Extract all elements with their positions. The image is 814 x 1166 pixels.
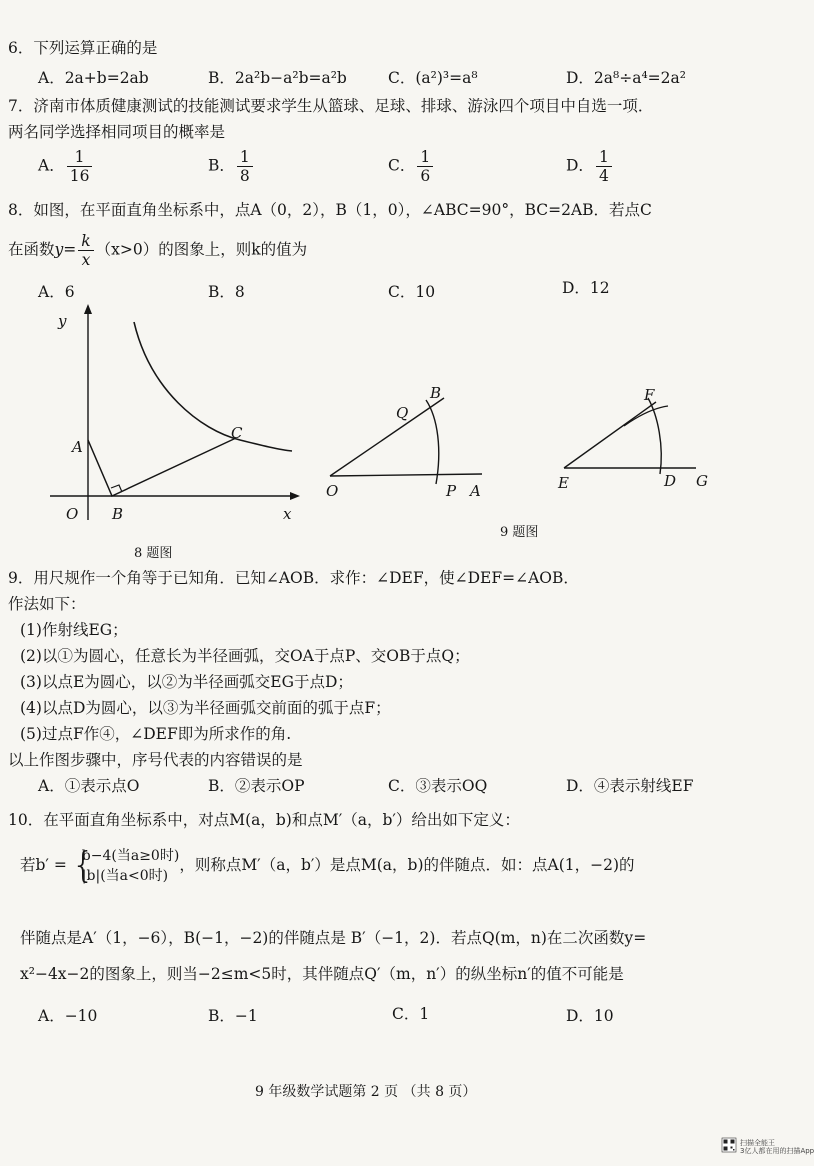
- fig8-right-angle-mark: [111, 485, 122, 492]
- scanner-watermark-name: 扫描全能王: [740, 1139, 775, 1147]
- scanner-watermark: [740, 1139, 814, 1155]
- q8-option-c: C．10: [388, 283, 436, 301]
- q9-stem: 9．用尺规作一个角等于已知角．已知∠AOB．求作：∠DEF，使∠DEF=∠AOB．: [8, 569, 579, 587]
- fig9-label-b: B: [430, 384, 442, 402]
- q9-question: 以上作图步骤中，序号代表的内容错误的是: [8, 751, 303, 769]
- q9-option-c: C．③表示OQ: [388, 777, 488, 795]
- figure-9: [320, 370, 720, 530]
- q10-definition: 若b′ = { b−4(当a≥0时) |b|(当a<0时) ，则称点M′（a，b′）是点M(a，b)的伴随点．如：点A(1，−2)的: [20, 845, 635, 886]
- q9-step-1: (1)作射线EG；: [20, 621, 128, 639]
- q10-option-b: B．−1: [208, 1007, 258, 1025]
- q7-option-d: D． $\frac{1}{4}$: [566, 148, 614, 185]
- q8-option-a: A．6: [38, 283, 75, 301]
- q10-option-d: D．10: [566, 1007, 614, 1025]
- fig9-label-f: F: [644, 386, 655, 404]
- q8-stem-2: 在函数y= $\frac{k}{x}$ （x>0）的图象上，则k的值为: [8, 232, 308, 269]
- fig8-label-b: B: [112, 505, 124, 523]
- q10-piecewise: { b−4(当a≥0时) |b|(当a<0时): [71, 845, 180, 886]
- fig9-label-e: E: [558, 474, 569, 492]
- scanner-watermark-tagline: 3亿人都在用的扫描App: [740, 1147, 814, 1155]
- q9-option-a: A．①表示点O: [38, 777, 140, 795]
- fig9-label-p: P: [446, 482, 457, 500]
- fig9-right-angle: [564, 398, 696, 474]
- fig8-label-o: O: [66, 505, 79, 523]
- q8-stem: 8．如图，在平面直角坐标系中，点A（0，2），B（1，0），∠ABC=90°，BC=2AB．若点C: [8, 201, 652, 219]
- q7-stem: 7．济南市体质健康测试的技能测试要求学生从篮球、足球、排球、游泳四个项目中自选一项．: [8, 97, 654, 115]
- q8-option-b: B．8: [208, 283, 245, 301]
- fig9-label-o: O: [326, 482, 339, 500]
- figure-8: [0, 300, 320, 545]
- fig9-label-a: A: [470, 482, 481, 500]
- q7-stem-2: 两名同学选择相同项目的概率是: [8, 123, 226, 141]
- fig8-label-y: y: [58, 312, 67, 330]
- q10-option-a: A．−10: [38, 1007, 98, 1025]
- fig8-label-x: x: [283, 505, 292, 523]
- q7-option-b: B． $\frac{1}{8}$: [208, 148, 255, 185]
- q6-option-c: C．(a²)³=a⁸: [388, 69, 478, 87]
- q9-stem-2: 作法如下：: [8, 595, 86, 613]
- q9-option-b: B．②表示OP: [208, 777, 305, 795]
- fig8-caption: 8 题图: [134, 546, 173, 561]
- fig8-y-axis: [84, 304, 92, 520]
- q9-step-4: (4)以点D为圆心，以③为半径画弧交前面的弧于点F；: [20, 699, 391, 717]
- fig8-triangle: [88, 438, 236, 496]
- q8-option-d: D．12: [562, 279, 610, 297]
- q9-step-2: (2)以①为圆心，任意长为半径画弧，交OA于点P、交OB于点Q；: [20, 647, 470, 665]
- page-footer: 9 年级数学试题第 2 页 （共 8 页）: [255, 1084, 477, 1100]
- q9-step-5: (5)过点F作④，∠DEF即为所求作的角.: [20, 725, 292, 743]
- q6-option-a: A．2a+b=2ab: [38, 69, 149, 87]
- q9-option-d: D．④表示射线EF: [566, 777, 694, 795]
- fig9-label-g: G: [696, 472, 708, 490]
- fig8-hyperbola: [134, 322, 292, 451]
- q10-line-3: 伴随点是A′（1，−6），B(−1，−2)的伴随点是 B′（−1，2)．若点Q(m，n)在二次函数y=: [20, 929, 647, 947]
- q7-option-c: C． $\frac{1}{6}$: [388, 148, 435, 185]
- fig8-label-c: C: [231, 424, 243, 442]
- q10-option-c: C．1: [392, 1005, 430, 1023]
- q10-line-4: x²−4x−2的图象上，则当−2≤m<5时，其伴随点Q′（m，n′）的纵坐标n′的值不可能是: [20, 965, 624, 983]
- q7-option-a: A． $\frac{1}{16}$: [38, 148, 94, 185]
- fig9-label-d: D: [664, 472, 677, 490]
- q9-step-3: (3)以点E为圆心，以②为半径画弧交EG于点D；: [20, 673, 353, 691]
- q6-stem: 6．下列运算正确的是: [8, 39, 158, 57]
- q6-option-d: D．2a⁸÷a⁴=2a²: [566, 69, 686, 87]
- fig8-label-a: A: [72, 438, 83, 456]
- fig9-caption: 9 题图: [500, 525, 539, 540]
- q6-option-b: B．2a²b−a²b=a²b: [208, 69, 347, 87]
- qr-code-icon: [722, 1138, 736, 1152]
- q10-stem: 10．在平面直角坐标系中，对点M(a，b)和点M′（a，b′）给出如下定义：: [8, 811, 520, 829]
- fig9-label-q: Q: [396, 404, 409, 422]
